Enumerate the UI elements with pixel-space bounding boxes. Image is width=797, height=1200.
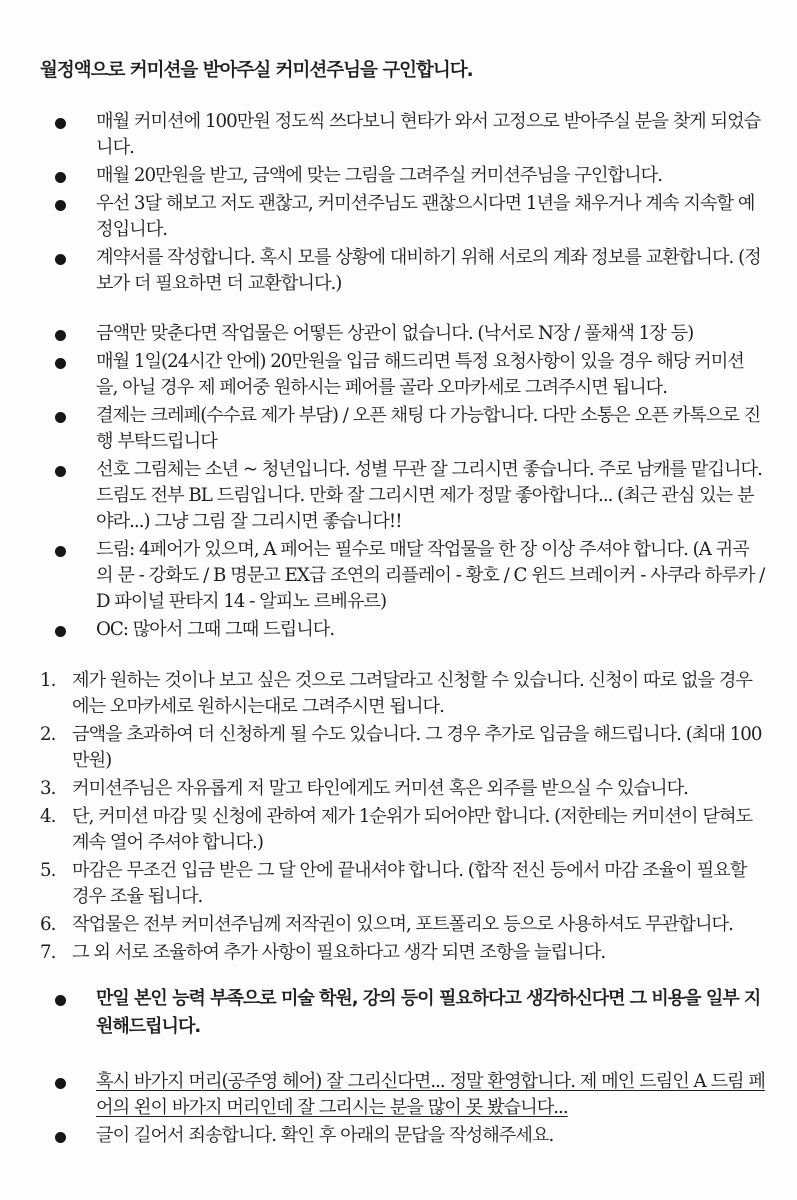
terms-numbered-list: [0, 668, 797, 968]
list-item: 매월 20만원을 받고, 금액에 맞는 그림을 그려주실 커미션주님을 구인합니다.: [0, 163, 797, 189]
item-number: 4.: [40, 806, 56, 827]
item-number: 5.: [40, 860, 56, 881]
item-number: 6.: [40, 914, 56, 935]
support-note: 만일 본인 능력 부족으로 미술 학원, 강의 등이 필요하다고 생각하신다면 그 비용을 일부 지원해드립니다.: [0, 985, 797, 1041]
bowl-cut-note: 혹시 바가지 머리(공주영 헤어) 잘 그리신다면... 정말 환영합니다. 제 메인 드림인 A 드림 페어의 왼이 바가지 머리인데 잘 그리시는 분을 많이 못 봤습니다...: [0, 1069, 797, 1121]
numbered-item: [0, 912, 797, 938]
numbered-item: [0, 804, 797, 856]
list-item: 매월 1일(24시간 안에) 20만원을 입금 해드리면 특정 요청사항이 있을 경우 해당 커미션을, 아닐 경우 제 페어중 원하시는 페어를 골라 오마카세로 그려주시면 됩니다.: [0, 349, 797, 401]
list-item: OC: 많아서 그때 그때 드립니다.: [0, 617, 797, 643]
numbered-item: [0, 858, 797, 910]
item-number: 2.: [40, 724, 56, 745]
list-item: 드림: 4페어가 있으며, A 페어는 필수로 매달 작업물을 한 장 이상 주셔야 합니다. (A 귀곡의 문 - 강화도 / B 명문고 EX급 조연의 리플레이 - 황호 / C 윈드 브레이커 - 사쿠라 하루카 / D 파이널 판타지 14 - 알피노 르베유르): [0, 537, 797, 615]
numbered-item: [0, 668, 797, 720]
item-number: 7.: [40, 942, 56, 963]
closing-note: 글이 길어서 죄송합니다. 확인 후 아래의 문답을 작성해주세요.: [0, 1123, 797, 1149]
list-item: 선호 그림체는 소년 ~ 청년입니다. 성별 무관 잘 그리시면 좋습니다. 주로 남캐를 맡깁니다. 드림도 전부 BL 드림입니다. 만화 잘 그리시면 제가 정말 좋아합니다... (최근 관심 있는 분야라...) 그냥 그림 잘 그리시면 좋습니다!!: [0, 457, 797, 535]
document-title: 월정액으로 커미션을 받아주실 커미션주님을 구인합니다.: [40, 60, 473, 81]
list-item: 금액만 맞춘다면 작업물은 어떻든 상관이 없습니다. (낙서로 N장 / 풀채색 1장 등): [0, 321, 797, 347]
list-item: 매월 커미션에 100만원 정도씩 쓰다보니 현타가 와서 고정으로 받아주실 분을 찾게 되었습니다.: [0, 109, 797, 161]
item-text: 작업물은 전부 커미션주님께 저작권이 있으며, 포트폴리오 등으로 사용하셔도 무관합니다.: [72, 914, 733, 935]
numbered-item: [0, 776, 797, 802]
item-text: 그 외 서로 조율하여 추가 사항이 필요하다고 생각 되면 조항을 늘립니다.: [72, 942, 606, 963]
item-text: 커미션주님은 자유롭게 저 말고 타인에게도 커미션 혹은 외주를 받으실 수 있습니다.: [72, 778, 688, 799]
list-item: 계약서를 작성합니다. 혹시 모를 상황에 대비하기 위해 서로의 계좌 정보를 교환합니다. (정보가 더 필요하면 더 교환합니다.): [0, 245, 797, 297]
numbered-item: [0, 940, 797, 966]
details-bullet-list: [0, 321, 797, 645]
list-item: 결제는 크레페(수수료 제가 부담) / 오픈 채팅 다 가능합니다. 다만 소통은 오픈 카톡으로 진행 부탁드립니다: [0, 403, 797, 455]
item-number: 3.: [40, 778, 56, 799]
list-item: 우선 3달 해보고 저도 괜찮고, 커미션주님도 괜찮으시다면 1년을 채우거나 계속 지속할 예정입니다.: [0, 191, 797, 243]
item-text: 단, 커미션 마감 및 신청에 관하여 제가 1순위가 되어야만 합니다. (저한테는 커미션이 닫혀도 계속 열어 주셔야 합니다.): [72, 806, 753, 853]
support-section: [0, 985, 797, 1043]
numbered-item: [0, 722, 797, 774]
item-text: 제가 원하는 것이나 보고 싶은 것으로 그려달라고 신청할 수 있습니다. 신청이 따로 없을 경우에는 오마카세로 원하시는대로 그려주시면 됩니다.: [72, 670, 752, 717]
intro-bullet-list: [0, 109, 797, 299]
closing-bullet-list: [0, 1069, 797, 1151]
item-number: 1.: [40, 670, 56, 691]
item-text: 금액을 초과하여 더 신청하게 될 수도 있습니다. 그 경우 추가로 입금을 해드립니다. (최대 100만원): [72, 724, 762, 771]
item-text: 마감은 무조건 입금 받은 그 달 안에 끝내셔야 합니다. (합작 전신 등에서 마감 조율이 필요할 경우 조율 됩니다.: [72, 860, 747, 907]
